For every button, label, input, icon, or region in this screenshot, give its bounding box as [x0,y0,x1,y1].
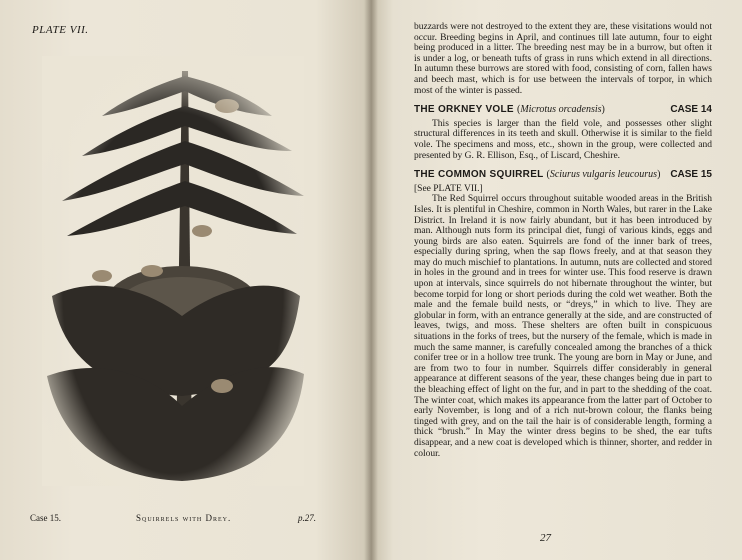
caption-title: Squirrels with Drey. [136,513,232,523]
plate-reference: [See PLATE VII.] [414,183,483,194]
plate-caption [30,513,330,527]
latin-name: (Sciurus vulgaris leucourus) [546,169,661,181]
squirrel-tree-photograph [42,56,304,486]
section-title: THE COMMON SQUIRREL [414,169,544,181]
caption-page-ref: p.27. [298,513,316,523]
right-page-text [414,22,712,459]
case-number: CASE 14 [670,104,712,116]
intro-paragraph: buzzards were not destroyed to the extent they are, these visitations would not occur. Breeding begins in April, and continues till late autumn, four to eight being produced in a litter. The breeding nest may be in a burrow, but often it is under a log, or beneath tufts of grass in runs which extend in all directions. In autumn these burrows are stored with food, consisting of corn, fallen haws and beech mast, which is for use between the intervals of torpor, in which most of the winter is passed. [414,22,712,96]
section-title: THE ORKNEY VOLE [414,104,514,116]
page-number: 27 [540,532,551,544]
latin-name: (Microtus orcadensis) [516,104,605,116]
case-number: CASE 15 [670,169,712,181]
common-squirrel-paragraph: The Red Squirrel occurs throughout suitable wooded areas in the British Isles. It is plentiful in Cheshire, common in North Wales, but rarer in the Lake District. In Ireland it is now fairly abundant, but it has been introduced by man. Although nuts form its principal diet, fungi of various kinds, eggs and young birds are also eaten. Squirrels are fond of the inner bark of trees, especially during spring, when the sap flows freely, and at that season they may do much mischief to plantations. In autumn, nuts are collected and stored in holes in the ground and in trees for winter use. This food reserve is drawn upon at intervals, since squirrels do not hibernate throughout the winter, but become torpid for long or short periods during the cold wet weather. Both the male and the female build nests, or “dreys,” in which to live. They are globular in form, with an entrance generally at the side, and are constructed of leaves, twigs, and moss. These shelters are often built in conspicuous situations in the forks of trees, but the nursery of the female, which is made in much the same manner, is carefully concealed among the branches of a thick conifer tree or in a hollow tree trunk. The young are born in May or June, and are from two to four in number. Squirrels differ considerably in general appearance at different seasons of the year, these changes being due in part to the bleaching effect of light on the fur, and in part to the shedding of the coat. The winter coat, which makes its appearance from the latter part of October to early November, is long and of a rich nut-brown colour, the flanks being tinged with grey, and on the tail the hair is of considerable length, forming a thick “brush.” In May the winter dress begins to be shed, the ear tufts disappear, and a new coat is developed which is thinner, shorter, and redder in colour. [414,194,712,459]
caption-case: Case 15. [30,513,61,523]
plate-label: PLATE VII. [32,24,89,36]
common-squirrel-heading [414,170,712,181]
book-gutter [364,0,378,560]
orkney-vole-heading [414,105,712,116]
orkney-vole-paragraph: This species is larger than the field vole, and possesses other slight structural differences in its teeth and skull. Otherwise it is similar to the field vole. The specimens and moss, etc., shown in the group, were collected and presented by G. R. Ellison, Esq., of Liscard, Cheshire. [414,118,712,161]
